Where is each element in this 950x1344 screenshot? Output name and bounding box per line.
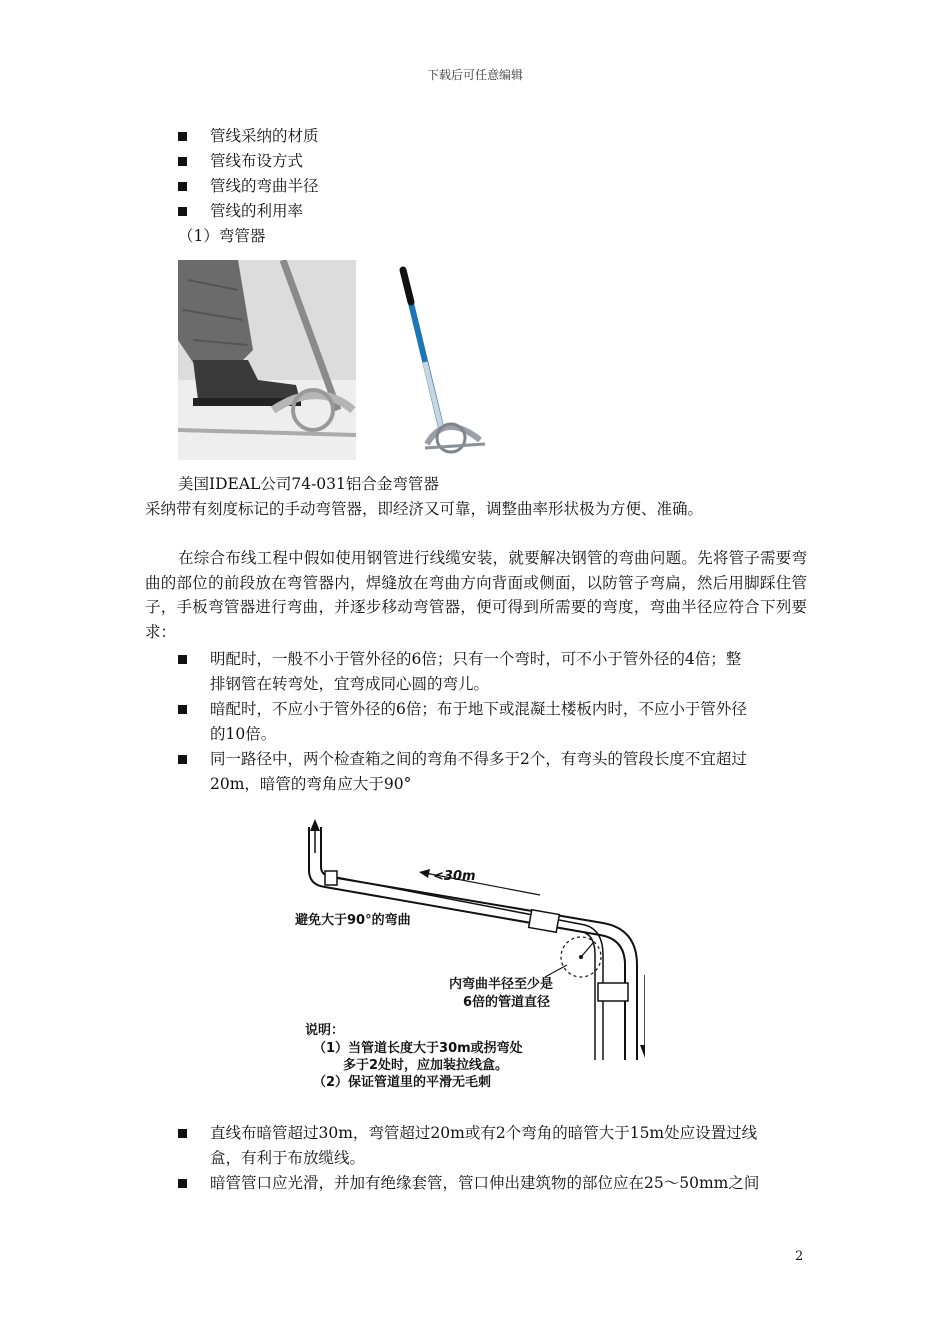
avoid-bend-label: 避免大于90°的弯曲: [295, 913, 411, 928]
bullet-text-line2: 的10倍。: [210, 725, 277, 743]
note-1-line-1: （1）当管道长度大于30m或拐弯处: [313, 1041, 523, 1056]
bullet-text: 管线的弯曲半径: [210, 177, 319, 195]
bullet-text-line1: 明配时，一般不小于管外径的6倍；只有一个弯时，可不小于管外径的4倍；整: [210, 650, 742, 668]
bullet-marker: [178, 697, 187, 723]
bullet-text: 管线布设方式: [210, 152, 304, 170]
aluminum-bender-photo: [385, 262, 495, 458]
page-header: 下载后可任意编辑: [426, 68, 523, 82]
bullet-text-line2: 排钢管在转弯处，宜弯成同心圆的弯儿。: [210, 675, 490, 693]
figure-caption: 美国IDEAL公司74-031铝合金弯管器: [178, 475, 439, 493]
note-2: （2）保证管道里的平滑无毛刺: [313, 1075, 492, 1090]
notes-title: 说明：: [305, 1023, 345, 1038]
radius-label-1: 内弯曲半径至少是: [449, 977, 554, 992]
bullet-text: 管线的利用率: [210, 202, 304, 220]
bullet-text-line2: 盒，有利于布放缆线。: [210, 1149, 366, 1167]
bullet-marker: [178, 1121, 187, 1147]
bullet-marker: [178, 199, 187, 225]
bullet-marker: [178, 647, 187, 673]
bullet-text-line1: 直线布暗管超过30m，弯管超过20m或有2个弯角的暗管大于15m处应设置过线: [210, 1124, 758, 1142]
bullet-marker: [178, 1171, 187, 1197]
bullet-text-line2: 20m，暗管的弯角应大于90°: [210, 775, 412, 793]
page-number: 2: [795, 1249, 804, 1264]
bender-in-use-photo: [178, 260, 356, 460]
body-paragraph: 在综合布线工程中假如使用钢管进行线缆安装，就要解决钢管的弯曲问题。先将管子需要弯曲的部位的前段放在弯管器内，焊缝放在弯曲方向背面或侧面，以防管子弯扁，然后用脚踩住管子，手板弯管器进行弯曲，并逐步移动弯管器，便可得到所需要的弯度，弯曲半径应符合下列要求：: [145, 549, 807, 641]
bullet-marker: [178, 149, 187, 175]
note-1-line-2: 多于2处时，应加装拉线盒。: [343, 1058, 509, 1073]
length-label: <30m: [433, 869, 476, 884]
bullet-text-line1: 暗管管口应光滑，并加有绝缘套管，管口伸出建筑物的部位应在25～50mm之间: [210, 1174, 760, 1192]
intro-line: 采纳带有刻度标记的手动弯管器，即经济又可靠，调整曲率形状极为方便、准确。: [145, 500, 704, 518]
bullet-marker: [178, 124, 187, 150]
radius-label-2: 6倍的管道直径: [463, 995, 551, 1010]
bullet-marker: [178, 174, 187, 200]
section-label: （1）弯管器: [178, 227, 266, 245]
bullet-marker: [178, 747, 187, 773]
bullet-text-line1: 暗配时，不应小于管外径的6倍；布于地下或混凝土楼板内时，不应小于管外径: [210, 700, 747, 718]
conduit-bend-diagram: [285, 815, 645, 1095]
bullet-text-line1: 同一路径中，两个检查箱之间的弯角不得多于2个，有弯头的管段长度不宜超过: [210, 750, 747, 768]
bullet-text: 管线采纳的材质: [210, 127, 319, 145]
